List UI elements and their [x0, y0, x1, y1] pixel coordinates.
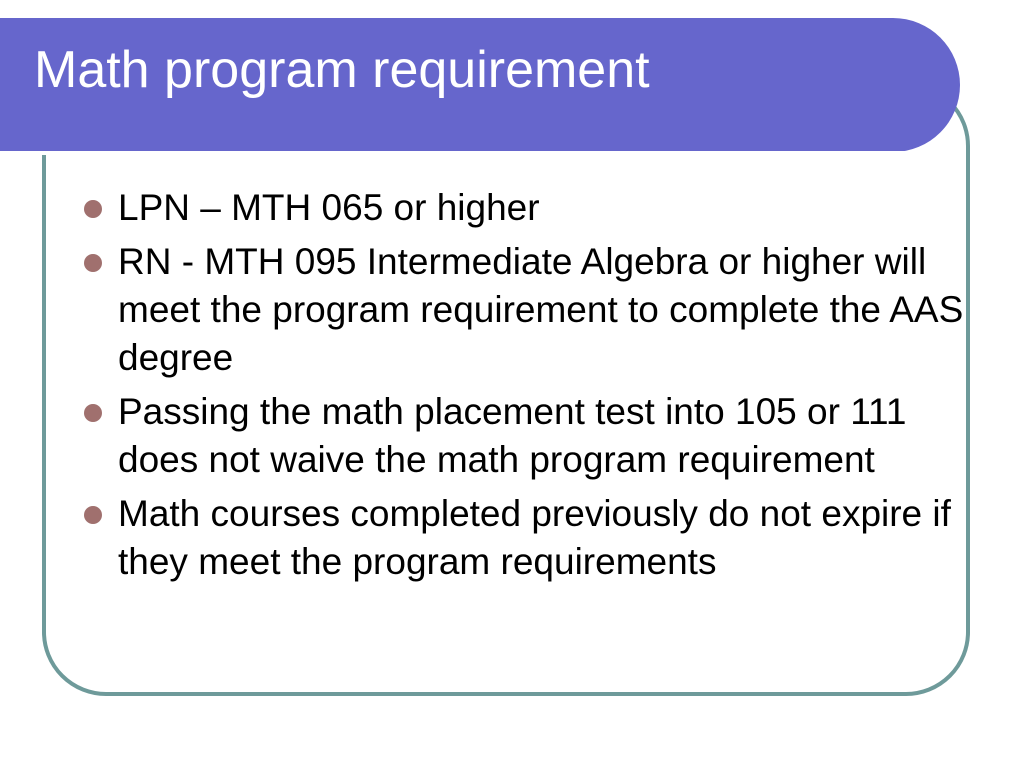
bullet-text: Math courses completed previously do not expire if they meet the program requirements	[118, 493, 951, 582]
bullet-text: LPN – MTH 065 or higher	[118, 187, 540, 228]
bullet-dot-icon	[84, 404, 102, 422]
bullet-text: RN - MTH 095 Intermediate Algebra or higher will meet the program requirement to complete the AAS degree	[118, 241, 964, 378]
bullet-dot-icon	[84, 200, 102, 218]
bullet-dot-icon	[84, 506, 102, 524]
bullet-item	[84, 238, 964, 382]
bullet-item	[84, 388, 964, 484]
bullet-item	[84, 184, 964, 232]
slide-title: Math program requirement	[34, 41, 650, 99]
title-underline	[0, 151, 906, 155]
bullet-text: Passing the math placement test into 105 or 111 does not waive the math program requirement	[118, 391, 907, 480]
bullet-dot-icon	[84, 254, 102, 272]
bullet-list	[84, 184, 964, 592]
bullet-item	[84, 490, 964, 586]
